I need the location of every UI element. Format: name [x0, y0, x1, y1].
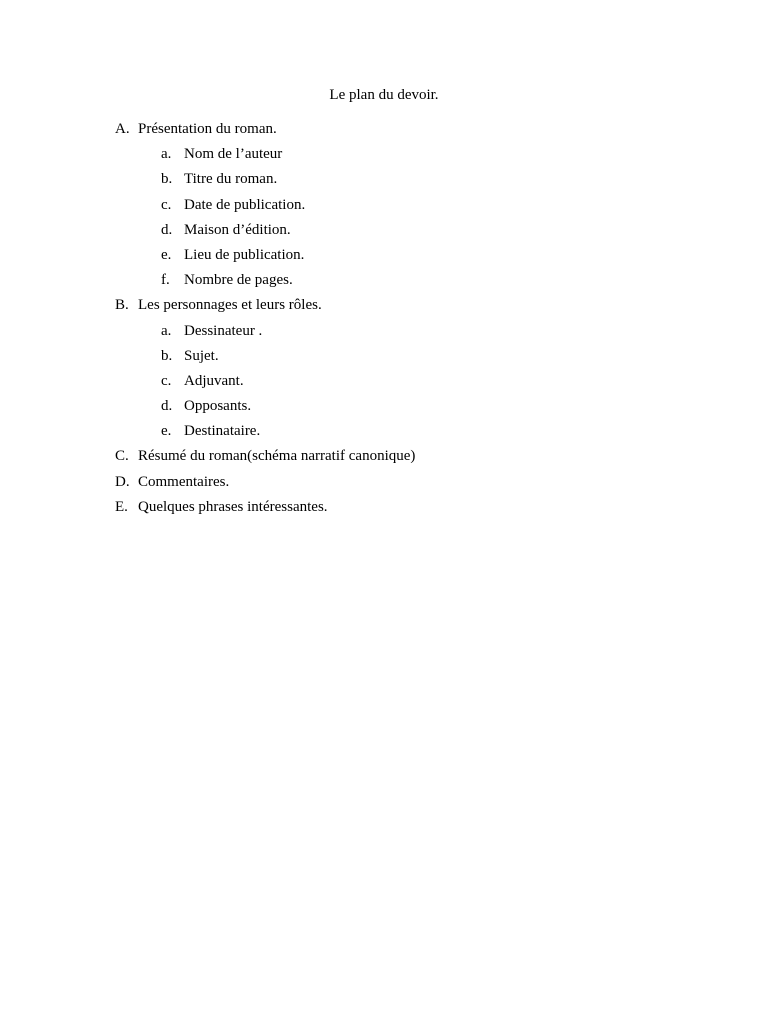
section-d — [113, 472, 673, 497]
subitem — [113, 245, 673, 270]
section-text: Résumé du roman(schéma narratif canonique) — [138, 448, 416, 465]
subitem-text: Adjuvant. — [184, 372, 244, 389]
section-marker: B. — [115, 297, 129, 314]
subitem-text: Destinataire. — [184, 423, 261, 440]
subitem-text: Nom de l’auteur — [184, 146, 283, 163]
section-text: Quelques phrases intéressantes. — [138, 498, 328, 515]
subitem-text: Maison d’édition. — [184, 221, 291, 238]
subitem-text: Dessinateur . — [184, 322, 263, 339]
subitem — [113, 195, 673, 220]
subitem-text: Nombre de pages. — [184, 272, 293, 289]
subitem-marker: a. — [161, 322, 172, 339]
section-marker: E. — [115, 498, 128, 515]
document-title: Le plan du devoir. — [329, 87, 439, 103]
subitem-text: Lieu de publication. — [184, 246, 305, 263]
section-e — [113, 497, 673, 522]
subitem — [113, 371, 673, 396]
subitem — [113, 144, 673, 169]
section-text: Les personnages et leurs rôles. — [138, 297, 322, 314]
subitem-marker: c. — [161, 372, 172, 389]
subitem-marker: f. — [161, 272, 170, 289]
subitem-text: Date de publication. — [184, 196, 306, 213]
subitem-marker: e. — [161, 246, 172, 263]
subitem — [113, 270, 673, 295]
section-marker: A. — [115, 121, 130, 137]
subitem — [113, 396, 673, 421]
subitem-text: Titre du roman. — [184, 171, 278, 188]
subitem — [113, 421, 673, 446]
subitem-marker: c. — [161, 196, 172, 213]
subitem-marker: e. — [161, 423, 172, 440]
section-marker: D. — [115, 473, 130, 490]
subitem-text: Sujet. — [184, 347, 219, 364]
section-a — [113, 119, 673, 144]
section-c — [113, 446, 673, 471]
subitem-marker: a. — [161, 146, 172, 163]
subitem — [113, 169, 673, 194]
subitem — [113, 220, 673, 245]
section-marker: C. — [115, 448, 129, 465]
outline-list — [113, 119, 673, 522]
section-b — [113, 295, 673, 320]
subitem-marker: d. — [161, 221, 173, 238]
subitem-marker: b. — [161, 347, 173, 364]
subitem-marker: d. — [161, 398, 173, 415]
subitem-text: Opposants. — [184, 398, 252, 415]
subitem — [113, 321, 673, 346]
section-text: Commentaires. — [138, 473, 230, 490]
subitem-marker: b. — [161, 171, 173, 188]
subitem — [113, 346, 673, 371]
section-text: Présentation du roman. — [138, 121, 277, 137]
